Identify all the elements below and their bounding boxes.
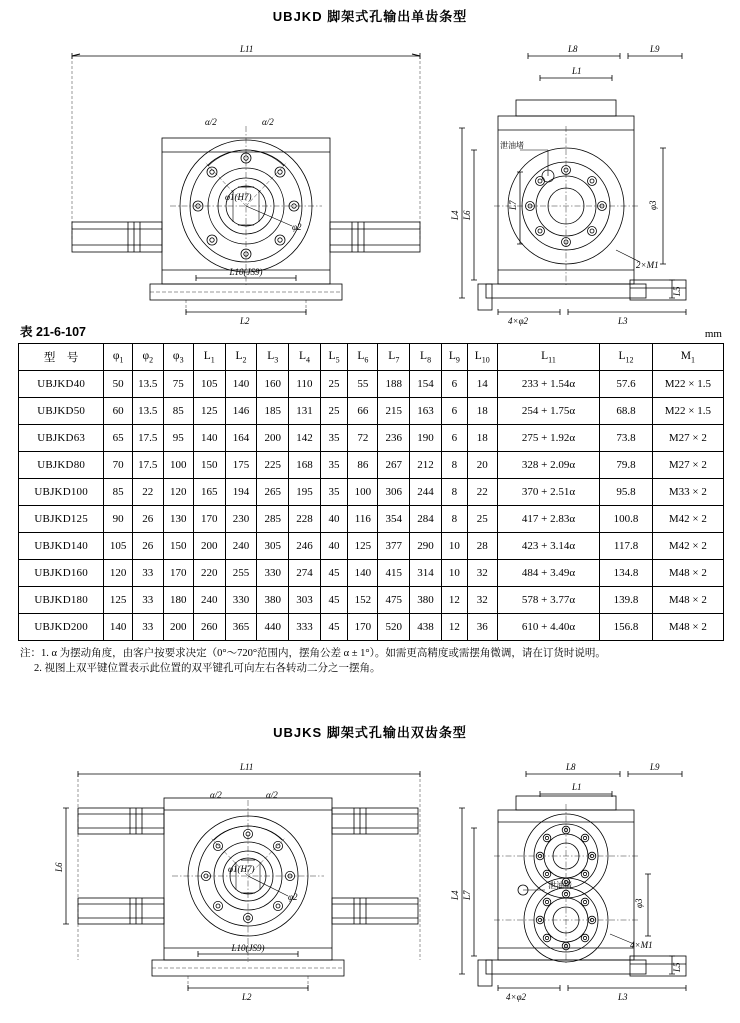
cell-value: 13.5 [132, 398, 163, 425]
cell-value: 330 [225, 587, 257, 614]
header-phi3: $\varphi_3$ [163, 344, 193, 371]
label-L4-bottom: L4 [450, 890, 460, 900]
table-row [19, 425, 724, 452]
cell-value: 70 [104, 452, 133, 479]
header-L8: $L_8$ [410, 344, 442, 371]
cell-value: 260 [193, 614, 225, 641]
cell-value: 380 [410, 587, 442, 614]
label-drain-plug-top: 泄油堵 [500, 141, 524, 150]
header-L7: $L_7$ [378, 344, 410, 371]
cell-value: 150 [193, 452, 225, 479]
header-L1: $L_1$ [193, 344, 225, 371]
cell-value: 377 [378, 533, 410, 560]
cell-value: M22 × 1.5 [652, 371, 723, 398]
cell-value: 40 [320, 533, 347, 560]
cell-value: 142 [289, 425, 321, 452]
cell-value: 14 [467, 371, 497, 398]
cell-value: 12 [441, 587, 467, 614]
cell-value: 330 [257, 560, 289, 587]
label-L4-top: L4 [450, 210, 460, 220]
cell-value: 10 [441, 560, 467, 587]
cell-value: 160 [257, 371, 289, 398]
cell-value: 45 [320, 560, 347, 587]
cell-value: 610 + 4.40α [497, 614, 600, 641]
cell-value: 100 [163, 452, 193, 479]
cell-value: 25 [320, 371, 347, 398]
header-L12: $L_{12}$ [600, 344, 652, 371]
cell-value: 154 [410, 371, 442, 398]
cell-value: 328 + 2.09α [497, 452, 600, 479]
cell-value: 8 [441, 506, 467, 533]
cell-value: 25 [320, 398, 347, 425]
cell-value: 130 [163, 506, 193, 533]
cell-value: 18 [467, 425, 497, 452]
cell-value: 333 [289, 614, 321, 641]
cell-value: 215 [378, 398, 410, 425]
table-row [19, 560, 724, 587]
cell-value: 220 [193, 560, 225, 587]
cell-value: 12 [441, 614, 467, 641]
cell-model: UBJKD50 [19, 398, 104, 425]
cell-value: 90 [104, 506, 133, 533]
cell-value: M48 × 2 [652, 560, 723, 587]
cell-value: 520 [378, 614, 410, 641]
cell-model: UBJKD180 [19, 587, 104, 614]
cell-value: 50 [104, 371, 133, 398]
cell-model: UBJKD160 [19, 560, 104, 587]
cell-value: 225 [257, 452, 289, 479]
cell-value: M27 × 2 [652, 452, 723, 479]
cell-value: 105 [104, 533, 133, 560]
cell-value: 26 [132, 506, 163, 533]
cell-value: 57.6 [600, 371, 652, 398]
cell-value: 36 [467, 614, 497, 641]
cell-value: 146 [225, 398, 257, 425]
cell-value: 185 [257, 398, 289, 425]
cell-value: 116 [348, 506, 378, 533]
label-phi2-bottom: φ2 [288, 892, 298, 902]
label-alpha-right-bottom: α/2 [266, 790, 278, 800]
cell-value: 285 [257, 506, 289, 533]
cell-model: UBJKD200 [19, 614, 104, 641]
cell-value: 68.8 [600, 398, 652, 425]
cell-value: 314 [410, 560, 442, 587]
cell-value: 28 [467, 533, 497, 560]
header-model: 型 号 [19, 344, 104, 371]
cell-value: 65 [104, 425, 133, 452]
table-caption: 表 21-6-107 [20, 325, 87, 339]
header-L5: $L_5$ [320, 344, 347, 371]
note-line-2: 2. 视图上双平键位置表示此位置的双平键孔可向左右各转动二分之一摆角。 [34, 663, 381, 675]
cell-value: 33 [132, 587, 163, 614]
cell-value: 423 + 3.14α [497, 533, 600, 560]
table-row [19, 533, 724, 560]
label-L7-bottom: L7 [462, 890, 472, 900]
header-L11: $L_{11}$ [497, 344, 600, 371]
label-L6-bottom: L6 [54, 862, 64, 872]
table-body [19, 371, 724, 641]
cell-value: 17.5 [132, 425, 163, 452]
cell-value: 110 [289, 371, 321, 398]
cell-value: 236 [378, 425, 410, 452]
label-L3-bottom: L3 [618, 992, 628, 1002]
cell-model: UBJKD140 [19, 533, 104, 560]
page-title-top: UBJKD 脚架式孔输出单齿条型 [272, 9, 468, 24]
cell-model: UBJKD63 [19, 425, 104, 452]
cell-model: UBJKD125 [19, 506, 104, 533]
cell-value: 8 [441, 479, 467, 506]
cell-value: M22 × 1.5 [652, 398, 723, 425]
label-L3-top: L3 [618, 316, 628, 326]
header-L3: $L_3$ [257, 344, 289, 371]
cell-value: 120 [104, 560, 133, 587]
label-L7-top: L7 [508, 200, 518, 210]
cell-value: 40 [320, 506, 347, 533]
cell-value: 6 [441, 425, 467, 452]
cell-value: 120 [163, 479, 193, 506]
cell-value: 95 [163, 425, 193, 452]
label-phi3-bottom: φ3 [634, 898, 644, 908]
cell-value: 246 [289, 533, 321, 560]
cell-value: 26 [132, 533, 163, 560]
cell-value: 354 [378, 506, 410, 533]
cell-value: 35 [320, 425, 347, 452]
label-phi2-top: φ2 [292, 222, 302, 232]
cell-value: 140 [193, 425, 225, 452]
label-L11-bottom: L11 [240, 762, 254, 772]
cell-value: 274 [289, 560, 321, 587]
cell-value: 240 [193, 587, 225, 614]
cell-value: 164 [225, 425, 257, 452]
cell-value: 152 [348, 587, 378, 614]
cell-value: 79.8 [600, 452, 652, 479]
cell-value: 275 + 1.92α [497, 425, 600, 452]
cell-value: 66 [348, 398, 378, 425]
cell-value: 13.5 [132, 371, 163, 398]
cell-value: 45 [320, 614, 347, 641]
cell-value: 35 [320, 479, 347, 506]
cell-value: 255 [225, 560, 257, 587]
label-4M1-bottom: 4×M1 [630, 940, 653, 950]
label-L2-bottom: L2 [242, 992, 252, 1002]
label-L10-top: L10(JS9) [229, 267, 263, 277]
label-L10-bottom: L10(JS9) [231, 943, 265, 953]
cell-value: 306 [378, 479, 410, 506]
cell-value: 32 [467, 587, 497, 614]
cell-value: 440 [257, 614, 289, 641]
cell-value: 240 [225, 533, 257, 560]
header-L10: $L_{10}$ [467, 344, 497, 371]
cell-value: 438 [410, 614, 442, 641]
cell-value: 578 + 3.77α [497, 587, 600, 614]
label-L1-top: L1 [572, 66, 582, 76]
header-M1: $M_1$ [652, 344, 723, 371]
cell-value: 165 [193, 479, 225, 506]
cell-value: 105 [193, 371, 225, 398]
cell-value: 170 [163, 560, 193, 587]
label-L9-top: L9 [650, 44, 660, 54]
label-L5-bottom: L5 [672, 962, 682, 972]
label-L8-bottom: L8 [566, 762, 576, 772]
cell-value: 267 [378, 452, 410, 479]
label-phi3-top: φ3 [648, 200, 658, 210]
cell-value: 45 [320, 587, 347, 614]
label-alpha-right-top: α/2 [262, 117, 274, 127]
cell-value: 22 [132, 479, 163, 506]
cell-value: 140 [225, 371, 257, 398]
table-row [19, 371, 724, 398]
label-L11-top: L11 [240, 44, 254, 54]
label-L2-top: L2 [240, 316, 250, 326]
cell-value: 75 [163, 371, 193, 398]
cell-value: 254 + 1.75α [497, 398, 600, 425]
cell-value: 8 [441, 452, 467, 479]
cell-value: 195 [289, 479, 321, 506]
table-notes [18, 646, 724, 676]
label-2M1-top: 2×M1 [636, 260, 659, 270]
cell-model: UBJKD100 [19, 479, 104, 506]
label-drain-plug-bottom: 泄油堵 [548, 881, 572, 890]
table-row [19, 506, 724, 533]
cell-value: 244 [410, 479, 442, 506]
cell-value: 22 [467, 479, 497, 506]
cell-value: 230 [225, 506, 257, 533]
label-L5-top: L5 [672, 286, 682, 296]
cell-value: 125 [348, 533, 378, 560]
cell-value: 305 [257, 533, 289, 560]
cell-value: 365 [225, 614, 257, 641]
cell-value: 55 [348, 371, 378, 398]
cell-value: 475 [378, 587, 410, 614]
cell-value: 200 [257, 425, 289, 452]
cell-value: 290 [410, 533, 442, 560]
cell-value: 6 [441, 371, 467, 398]
label-L6-top: L6 [462, 210, 472, 220]
cell-value: 168 [289, 452, 321, 479]
table-row [19, 398, 724, 425]
cell-value: 265 [257, 479, 289, 506]
header-L6: $L_6$ [348, 344, 378, 371]
cell-value: 233 + 1.54α [497, 371, 600, 398]
label-L8-top: L8 [568, 44, 578, 54]
cell-value: 85 [104, 479, 133, 506]
table-row [19, 614, 724, 641]
cell-value: M48 × 2 [652, 587, 723, 614]
cell-value: 303 [289, 587, 321, 614]
cell-value: 134.8 [600, 560, 652, 587]
cell-model: UBJKD80 [19, 452, 104, 479]
table-row [19, 587, 724, 614]
cell-value: 140 [348, 560, 378, 587]
label-alpha-left-top: α/2 [205, 117, 217, 127]
header-phi2: $\varphi_2$ [132, 344, 163, 371]
label-phi1-bottom: φ1(H7) [228, 864, 255, 874]
dimensions-table [18, 343, 724, 641]
cell-value: 85 [163, 398, 193, 425]
cell-value: 33 [132, 614, 163, 641]
cell-value: 18 [467, 398, 497, 425]
cell-value: 170 [193, 506, 225, 533]
label-4phi2-bottom: 4×φ2 [506, 992, 527, 1002]
cell-value: 370 + 2.51α [497, 479, 600, 506]
cell-value: 10 [441, 533, 467, 560]
cell-value: 484 + 3.49α [497, 560, 600, 587]
header-L9: $L_9$ [441, 344, 467, 371]
cell-value: 20 [467, 452, 497, 479]
cell-value: 125 [104, 587, 133, 614]
cell-value: M27 × 2 [652, 425, 723, 452]
label-L1-bottom: L1 [572, 782, 582, 792]
cell-value: 100.8 [600, 506, 652, 533]
cell-value: M42 × 2 [652, 533, 723, 560]
cell-value: 33 [132, 560, 163, 587]
label-L9-bottom: L9 [650, 762, 660, 772]
header-L2: $L_2$ [225, 344, 257, 371]
cell-value: M42 × 2 [652, 506, 723, 533]
figure-ubjks-drawing [0, 748, 740, 1018]
cell-value: 95.8 [600, 479, 652, 506]
cell-value: 32 [467, 560, 497, 587]
table-unit: mm [704, 328, 722, 340]
cell-value: 380 [257, 587, 289, 614]
cell-value: 35 [320, 452, 347, 479]
cell-value: 188 [378, 371, 410, 398]
table-row [19, 479, 724, 506]
cell-value: 170 [348, 614, 378, 641]
label-alpha-left-bottom: α/2 [210, 790, 222, 800]
cell-value: 194 [225, 479, 257, 506]
table-header-row [19, 344, 724, 371]
cell-value: 60 [104, 398, 133, 425]
note-line-1: 注：1. α 为摆动角度，由客户按要求决定（0°～720°范围内，摆角公差 α ± 1°）。如需更高精度或需摆角微调，请在订货时说明。 [20, 648, 606, 659]
cell-value: 156.8 [600, 614, 652, 641]
cell-value: 86 [348, 452, 378, 479]
cell-model: UBJKD40 [19, 371, 104, 398]
cell-value: 73.8 [600, 425, 652, 452]
cell-value: 117.8 [600, 533, 652, 560]
cell-value: M33 × 2 [652, 479, 723, 506]
cell-value: 100 [348, 479, 378, 506]
cell-value: 228 [289, 506, 321, 533]
cell-value: 180 [163, 587, 193, 614]
cell-value: 200 [163, 614, 193, 641]
label-4phi2-top: 4×φ2 [508, 316, 529, 326]
cell-value: 125 [193, 398, 225, 425]
header-L4: $L_4$ [289, 344, 321, 371]
cell-value: 163 [410, 398, 442, 425]
cell-value: 17.5 [132, 452, 163, 479]
cell-value: 212 [410, 452, 442, 479]
cell-value: 140 [104, 614, 133, 641]
cell-value: 175 [225, 452, 257, 479]
cell-value: 6 [441, 398, 467, 425]
cell-value: 200 [193, 533, 225, 560]
cell-value: 139.8 [600, 587, 652, 614]
cell-value: M48 × 2 [652, 614, 723, 641]
cell-value: 417 + 2.83α [497, 506, 600, 533]
cell-value: 72 [348, 425, 378, 452]
cell-value: 150 [163, 533, 193, 560]
page-title-bottom: UBJKS 脚架式孔输出双齿条型 [273, 725, 467, 740]
header-phi1: $\varphi_1$ [104, 344, 133, 371]
figure-ubjkd-drawing [0, 30, 740, 326]
cell-value: 131 [289, 398, 321, 425]
table-section [18, 322, 724, 676]
label-phi1-top: φ1(H7) [225, 192, 252, 202]
table-row [19, 452, 724, 479]
cell-value: 190 [410, 425, 442, 452]
cell-value: 25 [467, 506, 497, 533]
cell-value: 284 [410, 506, 442, 533]
cell-value: 415 [378, 560, 410, 587]
